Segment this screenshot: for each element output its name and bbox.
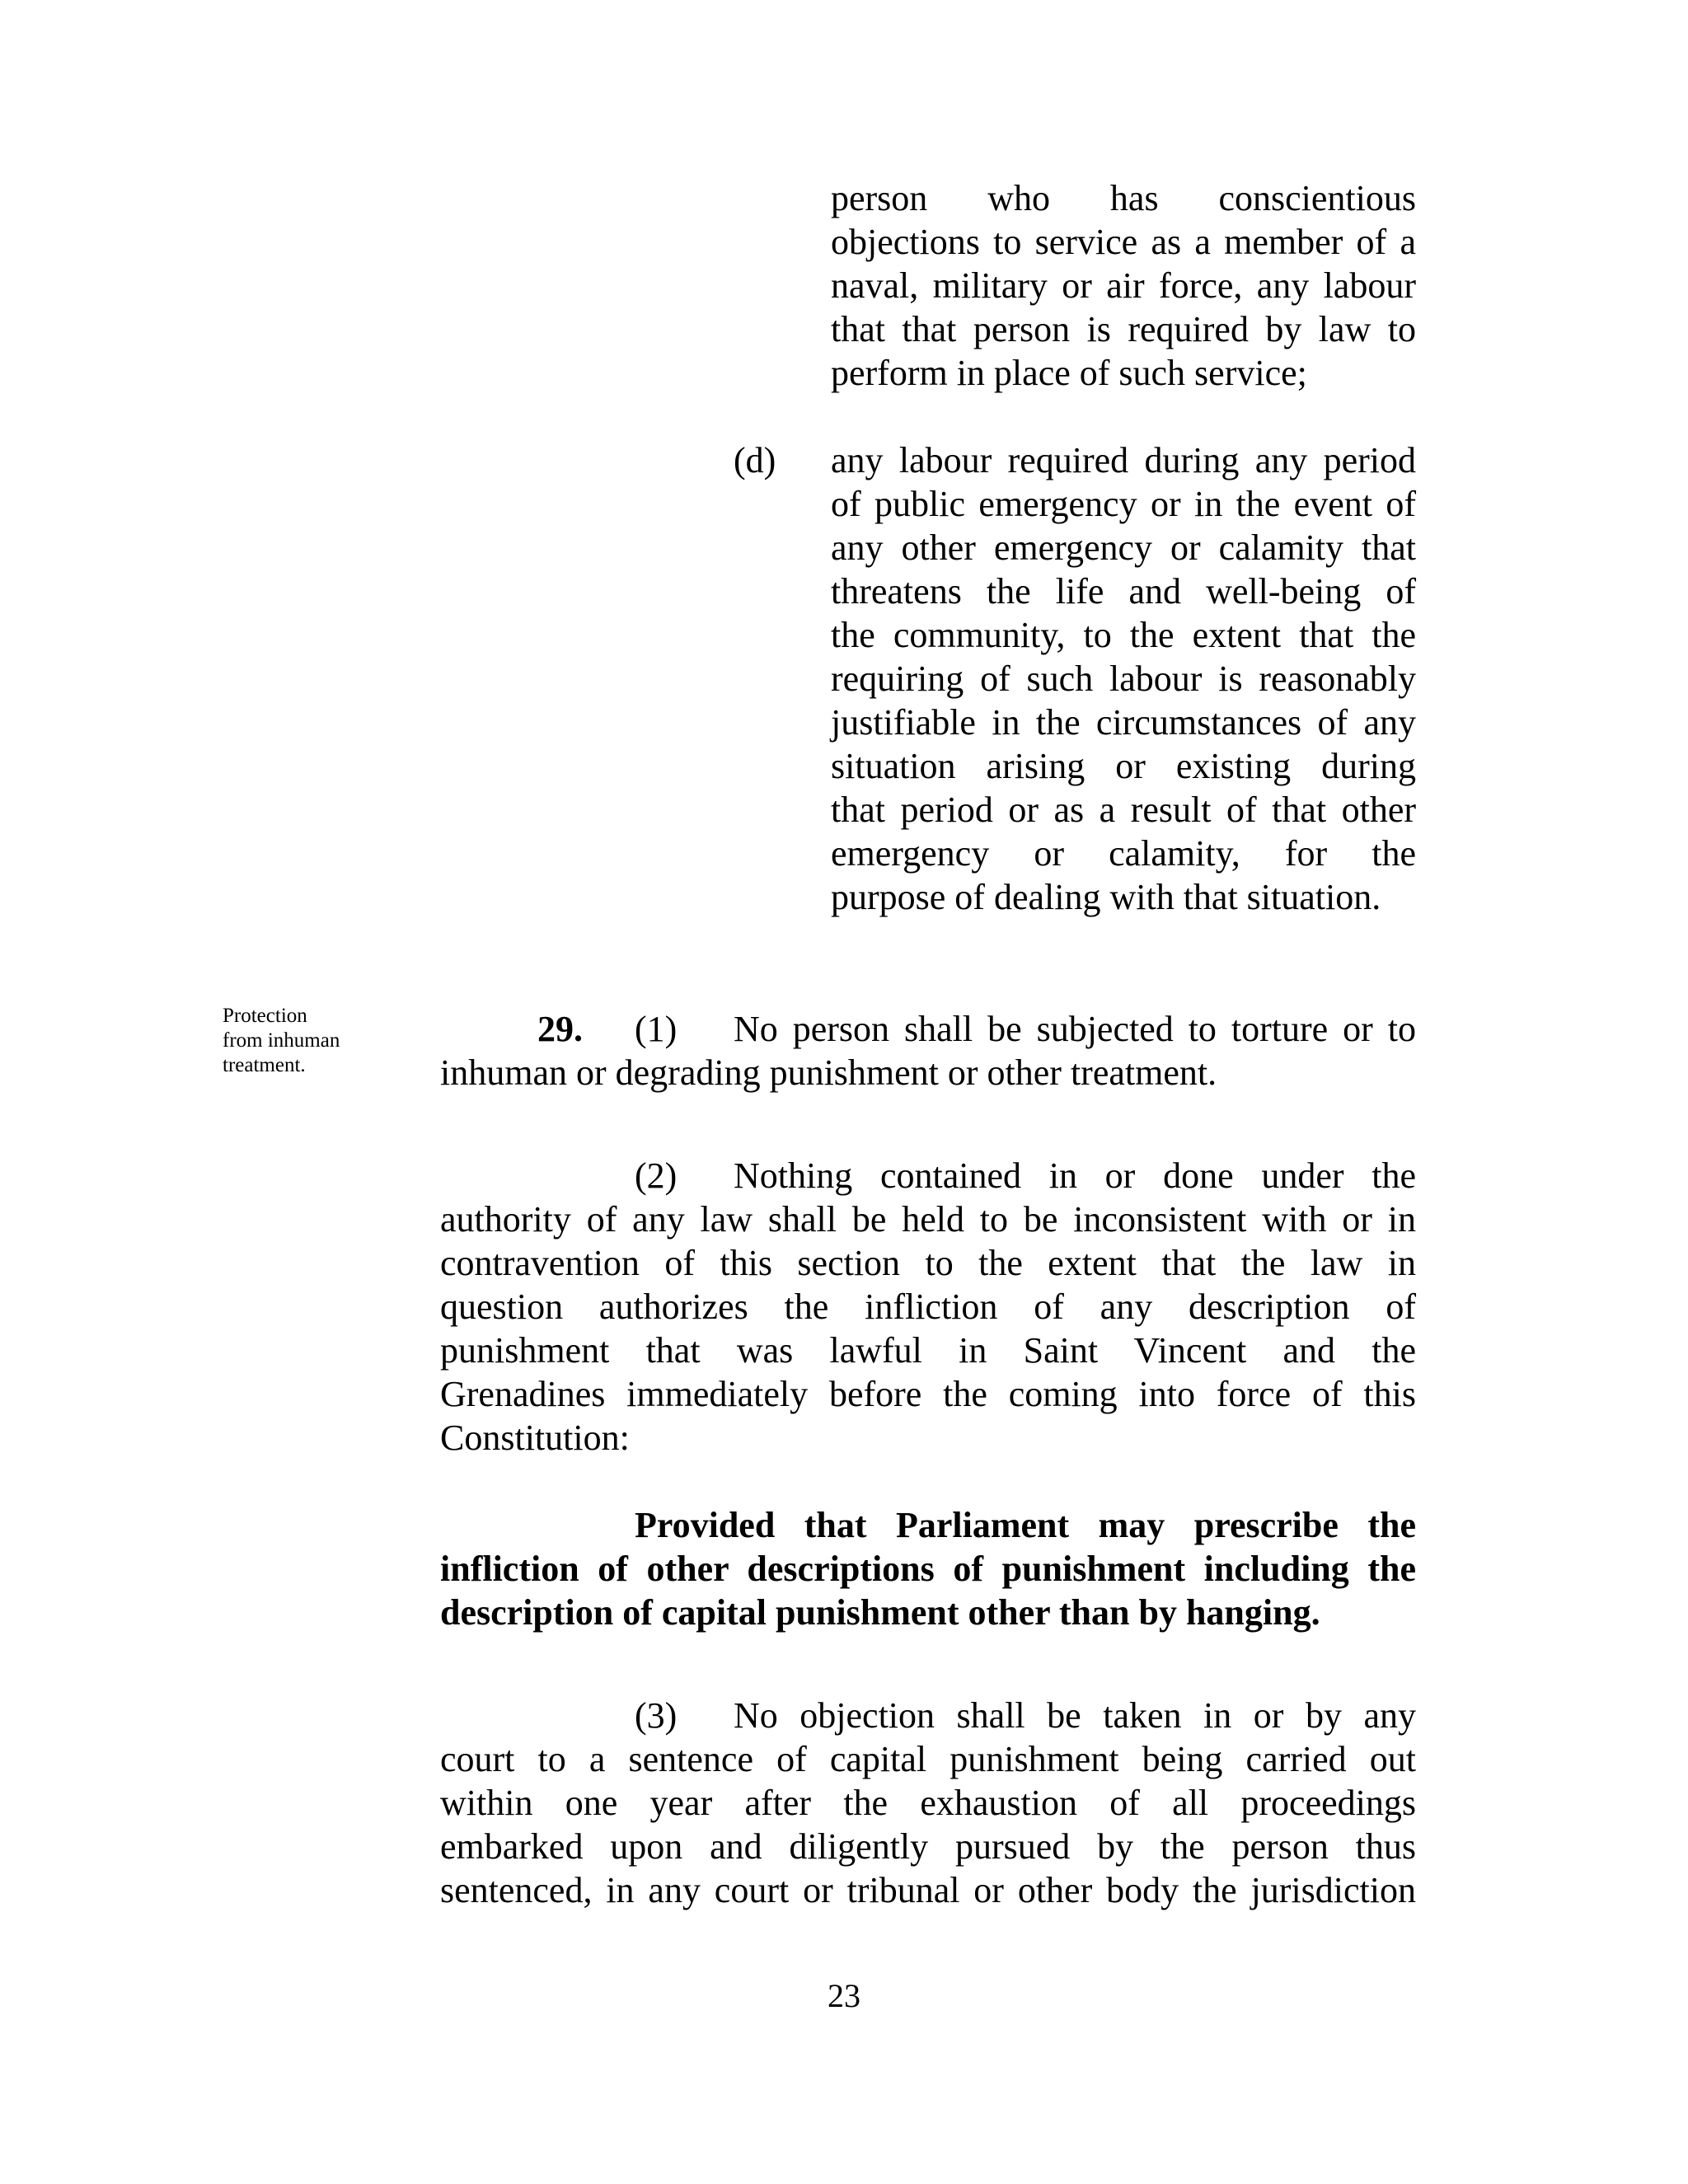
text-line: Provided that Parliament may prescribe the (635, 1505, 1416, 1545)
text-line: that that person is required by law to (831, 309, 1416, 349)
text-line: No objection shall be taken in or by any (734, 1695, 1416, 1736)
subsection-label: (3) (635, 1695, 678, 1736)
text-line: that period or as a result of that other (831, 790, 1416, 830)
text-line: requiring of such labour is reasonably (831, 658, 1416, 699)
margin-note-line: Protection (223, 1005, 307, 1027)
margin-note-line: from inhuman (223, 1029, 340, 1052)
text-line: authority of any law shall be held to be inconsistent with or in (440, 1199, 1416, 1240)
text-line: description of capital punishment other than by hanging. (440, 1592, 1320, 1633)
text-line: Grenadines immediately before the coming into force of this (440, 1374, 1416, 1414)
text-line: sentenced, in any court or tribunal or other body the jurisdiction (440, 1870, 1416, 1910)
page-number: 23 (828, 1977, 860, 2014)
text-line: inhuman or degrading punishment or other treatment. (440, 1052, 1217, 1093)
text-line: Nothing contained in or done under the (734, 1155, 1416, 1196)
text-line: contravention of this section to the extent that the law in (440, 1243, 1416, 1283)
text-line: threatens the life and well-being of (831, 571, 1416, 612)
text-line: Constitution: (440, 1418, 630, 1458)
text-line: purpose of dealing with that situation. (831, 877, 1381, 917)
text-line: justifiable in the circumstances of any (831, 702, 1416, 743)
text-line: objections to service as a member of a (831, 222, 1416, 262)
section-number: 29. (537, 1009, 583, 1049)
text-line: any other emergency or calamity that (831, 527, 1416, 568)
text-line: within one year after the exhaustion of all proceedings (440, 1783, 1416, 1823)
text-line: perform in place of such service; (831, 353, 1307, 393)
text-line: court to a sentence of capital punishment being carried out (440, 1739, 1416, 1779)
subsection-label: (2) (635, 1155, 678, 1196)
text-line: person who has conscientious (831, 178, 1416, 218)
text-line: any labour required during any period (831, 440, 1416, 480)
paragraph-label: (d) (734, 440, 776, 480)
text-line: situation arising or existing during (831, 746, 1416, 786)
text-line: embarked upon and diligently pursued by the person thus (440, 1826, 1416, 1867)
margin-note (223, 1004, 363, 1078)
text-line: naval, military or air force, any labour (831, 265, 1416, 306)
text-line: the community, to the extent that the (831, 615, 1416, 655)
text-line: question authorizes the infliction of any description of (440, 1286, 1416, 1327)
text-line: emergency or calamity, for the (831, 833, 1416, 874)
text-line: of public emergency or in the event of (831, 484, 1416, 524)
margin-note-line: treatment. (223, 1054, 306, 1076)
text-line: infliction of other descriptions of punishment including the (440, 1549, 1416, 1589)
text-line: punishment that was lawful in Saint Vincent and the (440, 1330, 1416, 1371)
subsection-label: (1) (635, 1009, 678, 1049)
text-line: No person shall be subjected to torture or to (734, 1009, 1416, 1049)
